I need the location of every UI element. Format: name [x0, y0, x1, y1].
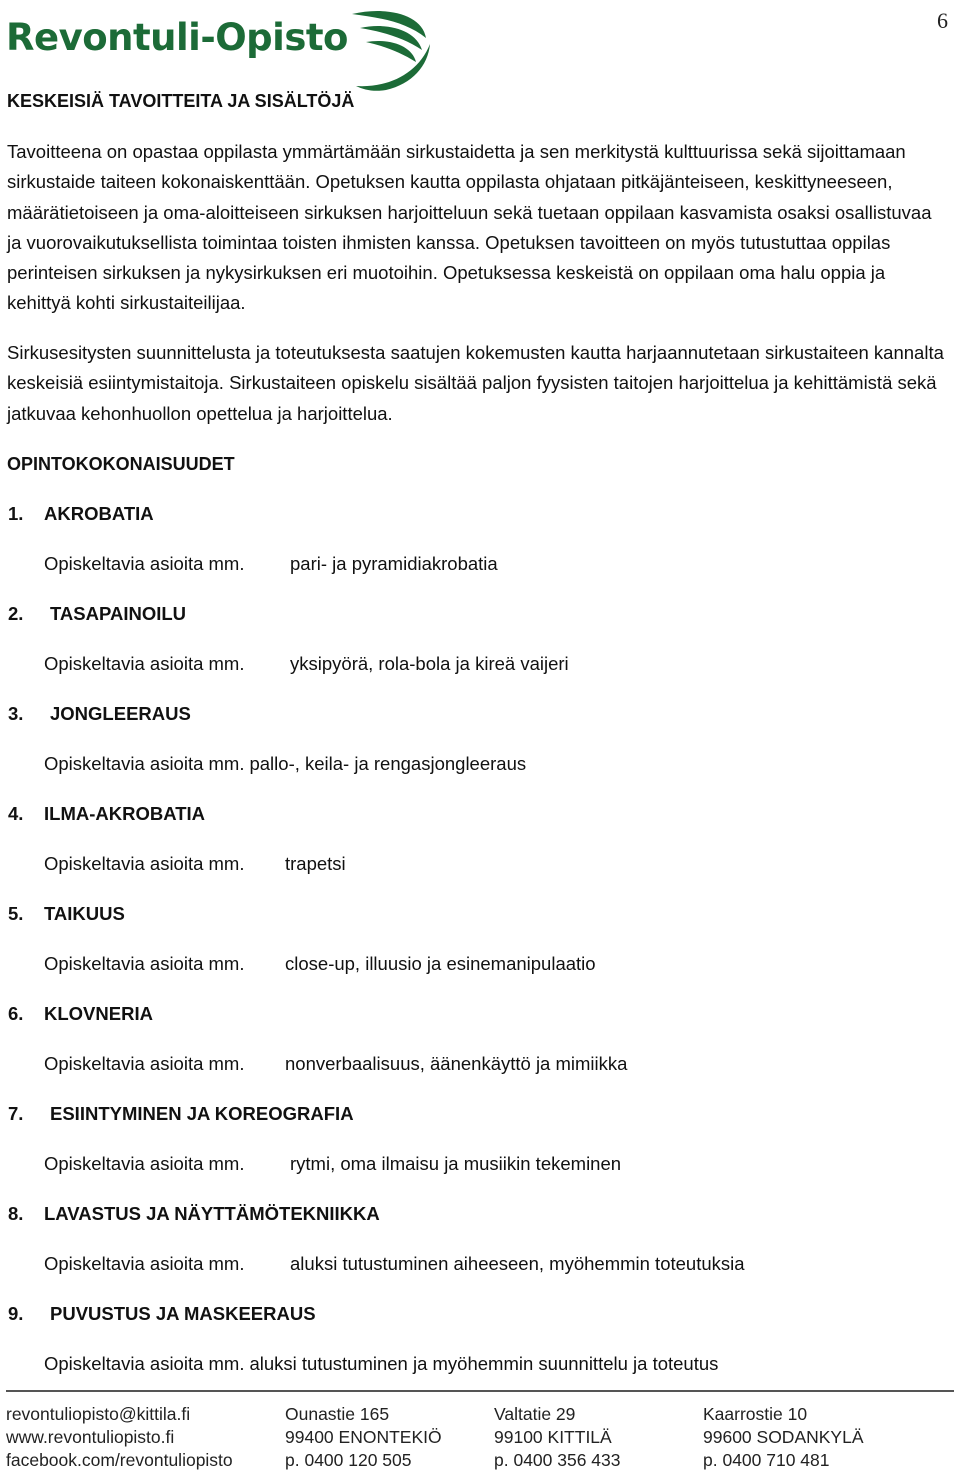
module-title — [8, 903, 125, 925]
module-title — [8, 503, 154, 525]
section-title: KESKEISIÄ TAVOITTEITA JA SISÄLTÖJÄ — [7, 91, 355, 111]
footer-phone: p. 0400 120 505 — [285, 1450, 412, 1470]
footer-sodankyla-address — [703, 1403, 864, 1472]
footer-enontekio-address — [285, 1403, 442, 1472]
footer-street: Ounastie 165 — [285, 1404, 390, 1424]
logo-text: Revontuli-Opisto — [6, 16, 348, 59]
module-title — [8, 1103, 354, 1125]
module-title — [8, 603, 186, 625]
module-name: TAIKUUS — [44, 903, 125, 924]
module-name: ESIINTYMINEN JA KOREOGRAFIA — [50, 1103, 354, 1124]
module-number: 5. — [8, 903, 24, 924]
module-name: TASAPAINOILU — [50, 603, 187, 624]
module-name: AKROBATIA — [44, 503, 154, 524]
module-detail — [44, 1153, 621, 1175]
module-detail-label: Opiskeltavia asioita mm. — [44, 953, 245, 974]
footer-postal: 99400 ENONTEKIÖ — [285, 1427, 442, 1447]
module-detail-content: yksipyörä, rola-bola ja kireä vaijeri — [290, 653, 569, 674]
module-detail-label: Opiskeltavia asioita mm. — [44, 853, 245, 874]
module-number: 7. — [8, 1103, 24, 1124]
page-number: 6 — [937, 8, 948, 33]
module-number: 2. — [8, 603, 24, 624]
module-detail-content: nonverbaalisuus, äänenkäyttö ja mimiikka — [285, 1053, 628, 1074]
footer-postal: 99100 KITTILÄ — [494, 1427, 612, 1447]
module-detail-label: Opiskeltavia asioita mm. — [44, 753, 245, 774]
module-detail — [44, 753, 526, 775]
intro-paragraph: Tavoitteena on opastaa oppilasta ymmärtämään sirkustaidetta ja sen merkitystä kulttuurissa sekä sijoittamaan sirkustaide taiteen kokonaiskenttään. Opetuksen kautta oppilasta ohjataan pitkäjänteiseen, keskittyneeseen, määrätietoiseen ja oma-aloitteiseen sirkuksen harjoitteluun sekä tuetaan oppilaan kasvamista osaksi osallistuvaa ja vuorovaikutuksellista toimintaa toisten ihmisten kanssa. Opetuksen tavoitteen on myös tutustuttaa oppilas perinteisen sirkuksen ja nykysirkuksen eri muotoihin. Opetuksessa keskeistä on oppilaan oma halu oppia ja kehittyä kohti sirkustaiteilijaa. — [7, 141, 932, 314]
module-detail-content: aluksi tutustuminen aiheeseen, myöhemmin toteutuksia — [290, 1253, 745, 1274]
footer-email-link[interactable]: revontuliopisto@kittila.fi — [6, 1404, 191, 1424]
module-number: 9. — [8, 1303, 24, 1324]
second-paragraph: Sirkusesitysten suunnittelusta ja toteutuksesta saatujen kokemusten kautta harjaannutetaan sirkustaiteen kannalta keskeisiä esiintymistaitoja. Sirkustaiteen opiskelu sisältää paljon fyysisten taitojen harjoittelua ja kehittämistä sekä jatkuvaa kehonhuollon opettelua ja harjoittelua. — [7, 342, 944, 424]
module-number: 8. — [8, 1203, 24, 1224]
module-title — [8, 703, 191, 725]
module-detail-content: trapetsi — [285, 853, 346, 874]
module-detail-content: rytmi, oma ilmaisu ja musiikin tekeminen — [290, 1153, 622, 1174]
footer-facebook-link[interactable]: facebook.com/revontuliopisto — [6, 1450, 233, 1470]
module-detail-content: pallo-, keila- ja rengasjongleeraus — [249, 753, 527, 774]
module-name: PUVUSTUS JA MASKEERAUS — [50, 1303, 316, 1324]
revontuli-opisto-logo — [6, 4, 436, 94]
module-detail-content: close-up, illuusio ja esinemanipulaatio — [285, 953, 596, 974]
modules-title: OPINTOKOKONAISUUDET — [7, 454, 235, 474]
module-name: ILMA-AKROBATIA — [44, 803, 205, 824]
module-number: 1. — [8, 503, 24, 524]
footer-contact — [6, 1403, 233, 1472]
footer-divider — [6, 1390, 954, 1392]
footer-phone: p. 0400 710 481 — [703, 1450, 830, 1470]
footer-website-link[interactable]: www.revontuliopisto.fi — [6, 1427, 175, 1447]
module-detail — [44, 1253, 745, 1275]
module-number: 3. — [8, 703, 24, 724]
aurora-swoosh-icon — [326, 4, 434, 94]
module-detail — [44, 1053, 627, 1075]
module-detail — [44, 1353, 718, 1375]
module-detail-label: Opiskeltavia asioita mm. — [44, 1153, 245, 1174]
footer-street: Valtatie 29 — [494, 1404, 576, 1424]
footer-kittila-address — [494, 1403, 621, 1472]
module-name: KLOVNERIA — [44, 1003, 153, 1024]
module-title — [8, 1003, 153, 1025]
footer-phone: p. 0400 356 433 — [494, 1450, 621, 1470]
footer-postal: 99600 SODANKYLÄ — [703, 1427, 864, 1447]
module-detail — [44, 953, 596, 975]
module-detail-label: Opiskeltavia asioita mm. — [44, 553, 245, 574]
module-title — [8, 1203, 380, 1225]
module-detail — [44, 553, 498, 575]
module-title — [8, 1303, 316, 1325]
module-detail — [44, 653, 569, 675]
module-detail-label: Opiskeltavia asioita mm. — [44, 1353, 245, 1374]
module-detail-content: aluksi tutustuminen ja myöhemmin suunnittelu ja toteutus — [249, 1353, 719, 1374]
footer-street: Kaarrostie 10 — [703, 1404, 808, 1424]
module-number: 4. — [8, 803, 24, 824]
module-name: LAVASTUS JA NÄYTTÄMÖTEKNIIKKA — [44, 1203, 380, 1224]
module-number: 6. — [8, 1003, 24, 1024]
module-name: JONGLEERAUS — [50, 703, 191, 724]
module-detail-content: pari- ja pyramidiakrobatia — [290, 553, 498, 574]
module-detail-label: Opiskeltavia asioita mm. — [44, 1053, 245, 1074]
module-detail-label: Opiskeltavia asioita mm. — [44, 653, 245, 674]
module-detail-label: Opiskeltavia asioita mm. — [44, 1253, 245, 1274]
module-detail — [44, 853, 346, 875]
module-title — [8, 803, 205, 825]
